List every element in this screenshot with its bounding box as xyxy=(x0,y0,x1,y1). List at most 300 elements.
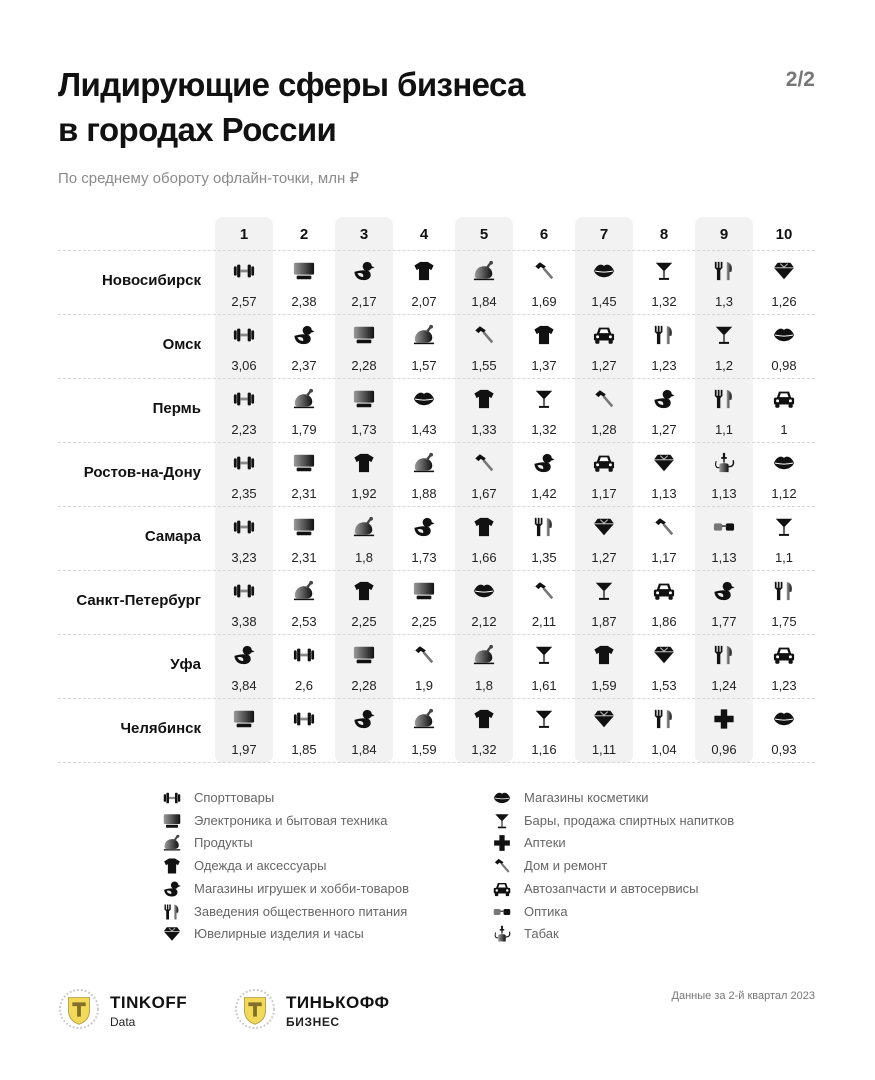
cell-value: 2,6 xyxy=(294,678,314,693)
table-cell xyxy=(334,514,394,566)
table-cell xyxy=(394,578,454,630)
hammer-icon xyxy=(473,452,495,474)
city-label: Пермь xyxy=(152,400,201,417)
data-period-note: Данные за 2-й квартал 2023 xyxy=(671,990,815,1002)
cell-value: 1,42 xyxy=(531,486,557,501)
lips-icon xyxy=(473,580,495,602)
cell-value: 2,53 xyxy=(291,614,317,629)
car-icon xyxy=(773,388,795,410)
rank-header-5: 5 xyxy=(479,226,489,243)
cell-value: 1,86 xyxy=(651,614,677,629)
table-cell xyxy=(634,450,694,502)
chicken-icon xyxy=(413,324,435,346)
table-cell xyxy=(214,578,274,630)
chicken-icon xyxy=(163,834,181,852)
table-cell xyxy=(574,578,634,630)
cell-value: 1,3 xyxy=(714,294,734,309)
cell-value: 1,59 xyxy=(591,678,617,693)
city-label: Санкт-Петербург xyxy=(76,592,201,609)
diamond-icon xyxy=(653,644,675,666)
cell-value: 2,38 xyxy=(291,294,317,309)
chicken-icon xyxy=(353,516,375,538)
legend-label: Бары, продажа спиртных напитков xyxy=(524,812,735,828)
cocktail-icon xyxy=(533,388,555,410)
dumbbell-icon xyxy=(293,708,315,730)
table-cell xyxy=(754,450,814,502)
table-cell xyxy=(514,258,574,310)
cell-value: 1,45 xyxy=(591,294,617,309)
page-title xyxy=(58,62,698,152)
cell-value: 1,13 xyxy=(711,486,737,501)
table-cell xyxy=(694,386,754,438)
monitor-icon xyxy=(163,812,181,830)
fork-knife-icon xyxy=(163,903,181,921)
rank-header-4: 4 xyxy=(419,226,429,243)
cell-value: 1,57 xyxy=(411,358,437,373)
row-divider xyxy=(58,762,815,763)
chicken-icon xyxy=(473,260,495,282)
cell-value: 1,23 xyxy=(771,678,797,693)
cell-value: 1,84 xyxy=(471,294,497,309)
lips-icon xyxy=(493,789,511,807)
legend-label: Спорттовары xyxy=(194,790,275,805)
duck-icon xyxy=(353,708,375,730)
diamond-icon xyxy=(593,516,615,538)
table-cell xyxy=(514,578,574,630)
legend-label: Заведения общественного питания xyxy=(194,903,408,919)
tshirt-icon xyxy=(413,260,435,282)
city-label: Челябинск xyxy=(120,720,201,737)
dumbbell-icon xyxy=(233,324,255,346)
table-cell xyxy=(274,450,334,502)
table-cell xyxy=(634,578,694,630)
table-cell xyxy=(274,642,334,694)
legend-label: Аптеки xyxy=(524,835,566,851)
duck-icon xyxy=(353,260,375,282)
rank-header-1: 1 xyxy=(239,226,249,243)
table-cell xyxy=(454,578,514,630)
lips-icon xyxy=(773,452,795,474)
cell-value: 1,37 xyxy=(531,358,557,373)
table-cell xyxy=(334,450,394,502)
cell-value: 1,26 xyxy=(771,294,797,309)
cell-value: 3,23 xyxy=(231,550,257,565)
legend-label: Одежда и аксессуары xyxy=(194,858,327,874)
lips-icon xyxy=(773,324,795,346)
cell-value: 1,55 xyxy=(471,358,497,373)
legend-label: Табак xyxy=(524,926,559,942)
legend-label: Оптика xyxy=(524,903,568,919)
cell-value: 1,53 xyxy=(651,678,677,693)
duck-icon xyxy=(533,452,555,474)
duck-icon xyxy=(653,388,675,410)
glasses-icon xyxy=(493,903,511,921)
cell-value: 0,98 xyxy=(771,358,797,373)
table-cell xyxy=(694,322,754,374)
chicken-icon xyxy=(293,388,315,410)
cocktail-icon xyxy=(773,516,795,538)
hookah-icon xyxy=(493,925,511,943)
tshirt-icon xyxy=(593,644,615,666)
table-cell xyxy=(754,258,814,310)
cell-value: 1,23 xyxy=(651,358,677,373)
cell-value: 1,66 xyxy=(471,550,497,565)
cocktail-icon xyxy=(493,812,511,830)
table-cell xyxy=(634,706,694,758)
dumbbell-icon xyxy=(233,580,255,602)
table-cell xyxy=(274,322,334,374)
tshirt-icon xyxy=(533,324,555,346)
rank-header-7: 7 xyxy=(599,226,609,243)
cell-value: 1,32 xyxy=(471,742,497,757)
cell-value: 1,1 xyxy=(714,422,734,437)
dumbbell-icon xyxy=(233,260,255,282)
table-cell xyxy=(214,706,274,758)
tshirt-icon xyxy=(353,452,375,474)
duck-icon xyxy=(713,580,735,602)
row-divider xyxy=(58,378,815,379)
row-divider xyxy=(58,698,815,699)
cell-value: 1,04 xyxy=(651,742,677,757)
cell-value: 1,8 xyxy=(354,550,374,565)
fork-knife-icon xyxy=(653,708,675,730)
monitor-icon xyxy=(293,260,315,282)
table-cell xyxy=(274,514,334,566)
cell-value: 1 xyxy=(780,422,788,437)
chicken-icon xyxy=(413,708,435,730)
cell-value: 1,2 xyxy=(714,358,734,373)
cell-value: 1,16 xyxy=(531,742,557,757)
cell-value: 1,67 xyxy=(471,486,497,501)
cell-value: 2,28 xyxy=(351,358,377,373)
cell-value: 2,23 xyxy=(231,422,257,437)
rank-header-2: 2 xyxy=(299,226,309,243)
dumbbell-icon xyxy=(233,388,255,410)
tshirt-icon xyxy=(473,516,495,538)
lips-icon xyxy=(773,708,795,730)
table-cell xyxy=(274,386,334,438)
cell-value: 1,33 xyxy=(471,422,497,437)
table-cell xyxy=(334,258,394,310)
duck-icon xyxy=(293,324,315,346)
cell-value: 1,24 xyxy=(711,678,737,693)
cell-value: 0,93 xyxy=(771,742,797,757)
monitor-icon xyxy=(353,644,375,666)
cell-value: 3,06 xyxy=(231,358,257,373)
cocktail-icon xyxy=(593,580,615,602)
table-cell xyxy=(454,706,514,758)
cell-value: 1,17 xyxy=(651,550,677,565)
hammer-icon xyxy=(593,388,615,410)
table-cell xyxy=(694,642,754,694)
cell-value: 1,43 xyxy=(411,422,437,437)
table-cell xyxy=(754,386,814,438)
cell-value: 1,79 xyxy=(291,422,317,437)
fork-knife-icon xyxy=(713,260,735,282)
table-cell xyxy=(754,706,814,758)
diamond-icon xyxy=(593,708,615,730)
row-divider xyxy=(58,250,815,251)
city-label: Ростов-на-Дону xyxy=(83,464,201,481)
logo2-name: ТИНЬКОФФ xyxy=(286,993,390,1012)
cell-value: 1,1 xyxy=(774,550,794,565)
table-cell xyxy=(394,322,454,374)
table-cell xyxy=(514,386,574,438)
row-divider xyxy=(58,506,815,507)
cell-value: 2,17 xyxy=(351,294,377,309)
car-icon xyxy=(593,324,615,346)
rank-header-6: 6 xyxy=(539,226,549,243)
table-cell xyxy=(634,642,694,694)
fork-knife-icon xyxy=(533,516,555,538)
cell-value: 1,35 xyxy=(531,550,557,565)
hammer-icon xyxy=(473,324,495,346)
cell-value: 1,27 xyxy=(591,550,617,565)
cell-value: 0,96 xyxy=(711,742,737,757)
cell-value: 2,07 xyxy=(411,294,437,309)
table-cell xyxy=(454,386,514,438)
table-cell xyxy=(634,386,694,438)
hammer-icon xyxy=(533,260,555,282)
table-cell xyxy=(754,514,814,566)
legend-label: Ювелирные изделия и часы xyxy=(194,926,364,942)
cell-value: 1,73 xyxy=(351,422,377,437)
fork-knife-icon xyxy=(713,644,735,666)
row-divider xyxy=(58,570,815,571)
chicken-icon xyxy=(413,452,435,474)
monitor-icon xyxy=(353,324,375,346)
tshirt-icon xyxy=(473,708,495,730)
table-cell xyxy=(694,258,754,310)
table-cell xyxy=(454,642,514,694)
cell-value: 1,77 xyxy=(711,614,737,629)
table-cell xyxy=(214,514,274,566)
cell-value: 1,32 xyxy=(651,294,677,309)
table-cell xyxy=(574,642,634,694)
diamond-icon xyxy=(773,260,795,282)
table-cell xyxy=(574,386,634,438)
table-cell xyxy=(514,322,574,374)
table-cell xyxy=(394,258,454,310)
diamond-icon xyxy=(653,452,675,474)
row-divider xyxy=(58,634,815,635)
table-cell xyxy=(514,706,574,758)
cocktail-icon xyxy=(653,260,675,282)
fork-knife-icon xyxy=(773,580,795,602)
cell-value: 1,28 xyxy=(591,422,617,437)
lips-icon xyxy=(413,388,435,410)
legend-label: Магазины игрушек и хобби-товаров xyxy=(194,880,409,896)
car-icon xyxy=(593,452,615,474)
table-cell xyxy=(334,642,394,694)
cell-value: 1,9 xyxy=(414,678,434,693)
table-cell xyxy=(454,514,514,566)
duck-icon xyxy=(233,644,255,666)
table-cell xyxy=(274,258,334,310)
table-cell xyxy=(274,578,334,630)
cell-value: 1,12 xyxy=(771,486,797,501)
table-cell xyxy=(334,578,394,630)
cell-value: 2,37 xyxy=(291,358,317,373)
cell-value: 1,13 xyxy=(711,550,737,565)
dumbbell-icon xyxy=(163,789,181,807)
table-cell xyxy=(574,450,634,502)
table-cell xyxy=(754,642,814,694)
cell-value: 2,31 xyxy=(291,550,317,565)
cell-value: 2,25 xyxy=(411,614,437,629)
cell-value: 2,35 xyxy=(231,486,257,501)
monitor-icon xyxy=(413,580,435,602)
chicken-icon xyxy=(473,644,495,666)
cell-value: 1,13 xyxy=(651,486,677,501)
table-cell xyxy=(214,450,274,502)
cell-value: 1,84 xyxy=(351,742,377,757)
cell-value: 1,27 xyxy=(591,358,617,373)
cell-value: 1,59 xyxy=(411,742,437,757)
duck-icon xyxy=(163,880,181,898)
subtitle: По среднему обороту офлайн-точки, млн ₽ xyxy=(58,170,359,187)
table-cell xyxy=(214,258,274,310)
table-cell xyxy=(574,514,634,566)
hammer-icon xyxy=(533,580,555,602)
duck-icon xyxy=(413,516,435,538)
car-icon xyxy=(653,580,675,602)
logo1-sub: Data xyxy=(110,1015,136,1029)
dumbbell-icon xyxy=(293,644,315,666)
table-cell xyxy=(694,578,754,630)
cell-value: 1,85 xyxy=(291,742,317,757)
cell-value: 1,8 xyxy=(474,678,494,693)
legend-label: Магазины косметики xyxy=(524,790,649,805)
row-divider xyxy=(58,442,815,443)
rank-header-3: 3 xyxy=(359,226,369,243)
rank-header-8: 8 xyxy=(659,226,669,243)
table-cell xyxy=(754,578,814,630)
monitor-icon xyxy=(293,516,315,538)
table-cell xyxy=(574,258,634,310)
car-icon xyxy=(493,880,511,898)
table-cell xyxy=(214,642,274,694)
table-cell xyxy=(394,706,454,758)
cell-value: 1,32 xyxy=(531,422,557,437)
cross-icon xyxy=(493,834,511,852)
table-cell xyxy=(514,514,574,566)
table-cell xyxy=(634,514,694,566)
table-cell xyxy=(334,386,394,438)
hammer-icon xyxy=(493,857,511,875)
cocktail-icon xyxy=(713,324,735,346)
table-cell xyxy=(454,450,514,502)
hookah-icon xyxy=(713,452,735,474)
cell-value: 1,61 xyxy=(531,678,557,693)
tshirt-icon xyxy=(353,580,375,602)
table-cell xyxy=(694,450,754,502)
hammer-icon xyxy=(413,644,435,666)
cross-icon xyxy=(713,708,735,730)
table-cell xyxy=(394,514,454,566)
monitor-icon xyxy=(293,452,315,474)
cell-value: 1,17 xyxy=(591,486,617,501)
cell-value: 2,31 xyxy=(291,486,317,501)
tinkoff-emblem-icon xyxy=(234,988,276,1030)
table-cell xyxy=(514,642,574,694)
dumbbell-icon xyxy=(233,452,255,474)
table-cell xyxy=(334,322,394,374)
cell-value: 1,11 xyxy=(591,742,617,757)
table-cell xyxy=(574,322,634,374)
cell-value: 1,73 xyxy=(411,550,437,565)
table-cell xyxy=(334,706,394,758)
table-cell xyxy=(394,386,454,438)
table-cell xyxy=(214,322,274,374)
cell-value: 2,28 xyxy=(351,678,377,693)
cell-value: 1,27 xyxy=(651,422,677,437)
cocktail-icon xyxy=(533,708,555,730)
city-label: Самара xyxy=(144,528,201,545)
table-cell xyxy=(274,706,334,758)
cell-value: 1,97 xyxy=(231,742,257,757)
table-cell xyxy=(394,450,454,502)
cell-value: 1,69 xyxy=(531,294,557,309)
table-cell xyxy=(514,450,574,502)
table-cell xyxy=(454,258,514,310)
table-cell xyxy=(694,514,754,566)
table-cell xyxy=(454,322,514,374)
logo2-sub: БИЗНЕС xyxy=(286,1015,340,1029)
car-icon xyxy=(773,644,795,666)
tinkoff-emblem-icon xyxy=(58,988,100,1030)
cell-value: 1,92 xyxy=(351,486,377,501)
cell-value: 2,11 xyxy=(531,614,557,629)
legend-label: Автозапчасти и автосервисы xyxy=(524,880,699,896)
logo1-name: TINKOFF xyxy=(110,993,188,1012)
legend-label: Электроника и бытовая техника xyxy=(194,812,388,828)
table-cell xyxy=(214,386,274,438)
diamond-icon xyxy=(163,925,181,943)
cell-value: 2,25 xyxy=(351,614,377,629)
legend-label: Продукты xyxy=(194,835,253,851)
cell-value: 1,87 xyxy=(591,614,617,629)
cocktail-icon xyxy=(533,644,555,666)
chicken-icon xyxy=(293,580,315,602)
city-label: Уфа xyxy=(170,656,201,673)
title-line-1: Лидирующие сферы бизнеса xyxy=(58,66,525,103)
dumbbell-icon xyxy=(233,516,255,538)
cell-value: 2,12 xyxy=(471,614,497,629)
cell-value: 1,75 xyxy=(771,614,797,629)
city-label: Новосибирск xyxy=(101,272,201,289)
legend-label: Дом и ремонт xyxy=(524,858,608,874)
table-cell xyxy=(634,322,694,374)
glasses-icon xyxy=(713,516,735,538)
table-cell xyxy=(634,258,694,310)
city-label: Омск xyxy=(162,336,201,353)
fork-knife-icon xyxy=(713,388,735,410)
rank-header-10: 10 xyxy=(775,226,793,243)
lips-icon xyxy=(593,260,615,282)
row-divider xyxy=(58,314,815,315)
table-cell xyxy=(394,642,454,694)
rank-header-9: 9 xyxy=(719,226,729,243)
cell-value: 1,88 xyxy=(411,486,437,501)
title-line-2: в городах России xyxy=(58,111,337,148)
fork-knife-icon xyxy=(653,324,675,346)
cell-value: 2,57 xyxy=(231,294,257,309)
monitor-icon xyxy=(233,708,255,730)
tshirt-icon xyxy=(163,857,181,875)
table-cell xyxy=(754,322,814,374)
tshirt-icon xyxy=(473,388,495,410)
